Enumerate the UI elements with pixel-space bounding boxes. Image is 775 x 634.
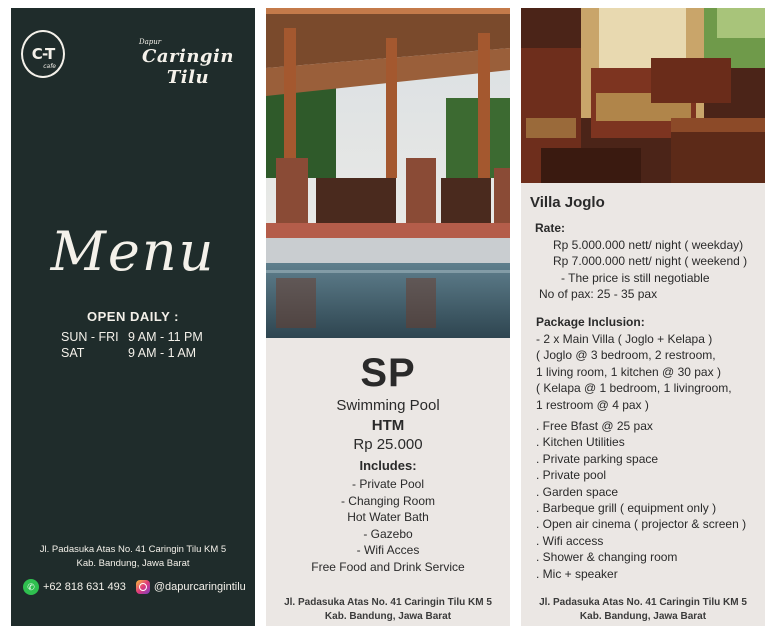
contact-row bbox=[23, 579, 246, 595]
address-line: Kab. Bandung, Jawa Barat bbox=[76, 558, 190, 569]
list-item: Free Food and Drink Service bbox=[311, 559, 465, 574]
rate-line: Rp 7.000.000 nett/ night ( weekend ) bbox=[553, 254, 748, 269]
phone-number: +62 818 631 493 bbox=[43, 581, 126, 593]
facility-code: SP bbox=[360, 351, 416, 395]
list-item: . Private parking space bbox=[536, 451, 659, 466]
htm-label: HTM bbox=[371, 417, 405, 434]
menu-title: Menu bbox=[50, 220, 216, 283]
address-line: Kab. Bandung, Jawa Barat bbox=[579, 611, 707, 622]
package-list bbox=[536, 331, 732, 413]
pool-price: Rp 25.000 bbox=[353, 436, 423, 453]
logo-text: C-T bbox=[31, 45, 55, 63]
list-item: . Kitchen Utilities bbox=[536, 435, 625, 450]
brand-small: Dapur bbox=[139, 38, 162, 46]
list-item: . Barbeque grill ( equipment only ) bbox=[536, 501, 717, 516]
middle-address bbox=[266, 596, 510, 624]
hours-row bbox=[61, 329, 203, 345]
list-item: - Gazebo bbox=[363, 526, 413, 541]
list-item: - Wifi Acces bbox=[356, 543, 420, 557]
list-item: . Wifi access bbox=[536, 533, 604, 548]
list-item: - Private Pool bbox=[351, 477, 425, 491]
open-daily-title: OPEN DAILY : bbox=[87, 309, 179, 324]
list-item: - Changing Room bbox=[340, 493, 436, 508]
package-line: ( Joglo @ 3 bedroom, 2 restroom, bbox=[536, 348, 716, 363]
left-address bbox=[11, 543, 255, 571]
extras-list bbox=[536, 418, 746, 582]
hours-day: SAT bbox=[61, 346, 85, 360]
brand-logo bbox=[129, 38, 247, 88]
address-line: Jl. Padasuka Atas No. 41 Caringin Tilu KM 5 bbox=[539, 597, 747, 608]
hours-time: 9 AM - 11 PM bbox=[128, 330, 203, 344]
package-line: ( Kelapa @ 1 bedroom, 1 livingroom, bbox=[536, 381, 732, 396]
rate-list bbox=[535, 237, 747, 303]
villa-title: Villa Joglo bbox=[530, 194, 605, 211]
list-item: . Shower & changing room bbox=[536, 550, 678, 565]
package-line: 1 living room, 1 kitchen @ 30 pax ) bbox=[536, 364, 721, 379]
hours-row bbox=[61, 345, 203, 361]
rate-line: No of pax: 25 - 35 pax bbox=[539, 287, 658, 302]
address-line: Jl. Padasuka Atas No. 41 Caringin Tilu KM 5 bbox=[39, 544, 227, 555]
whatsapp-icon: ✆ bbox=[23, 579, 39, 595]
list-item: Hot Water Bath bbox=[347, 510, 429, 524]
swimming-pool-panel bbox=[266, 8, 510, 626]
package-title: Package Inclusion: bbox=[536, 315, 645, 329]
list-item: . Garden space bbox=[536, 484, 619, 499]
list-item: . Open air cinema ( projector & screen ) bbox=[536, 517, 747, 532]
package-line: - 2 x Main Villa ( Joglo + Kelapa ) bbox=[536, 332, 713, 346]
rate-line: Rp 5.000.000 nett/ night ( weekday) bbox=[553, 238, 744, 252]
menu-cover-panel bbox=[11, 8, 255, 626]
brand-name: Caringin Tilu bbox=[142, 46, 234, 88]
villa-joglo-panel bbox=[521, 8, 765, 626]
pool-gazebo-photo bbox=[266, 8, 510, 338]
hours-time: 9 AM - 1 AM bbox=[128, 346, 197, 360]
address-line: Kab. Bandung, Jawa Barat bbox=[324, 611, 452, 622]
hours-day: SUN - FRI bbox=[61, 330, 119, 344]
facility-name: Swimming Pool bbox=[336, 397, 440, 414]
instagram-icon bbox=[136, 580, 150, 594]
list-item: . Mic + speaker bbox=[536, 566, 618, 581]
list-item: . Private pool bbox=[536, 468, 607, 483]
includes-title: Includes: bbox=[359, 458, 417, 473]
rate-line: - The price is still negotiable bbox=[561, 270, 710, 285]
ct-cafe-logo bbox=[21, 30, 65, 78]
includes-list bbox=[266, 476, 510, 575]
instagram-handle: @dapurcaringintilu bbox=[153, 581, 246, 593]
villa-interior-photo bbox=[521, 8, 765, 183]
opening-hours bbox=[61, 329, 203, 361]
list-item: . Free Bfast @ 25 pax bbox=[536, 419, 653, 433]
logo-sub: cafe bbox=[43, 63, 56, 70]
address-line: Jl. Padasuka Atas No. 41 Caringin Tilu KM 5 bbox=[284, 597, 492, 608]
rate-title: Rate: bbox=[535, 221, 566, 235]
package-line: 1 restroom @ 4 pax ) bbox=[536, 397, 649, 412]
right-address bbox=[521, 596, 765, 624]
